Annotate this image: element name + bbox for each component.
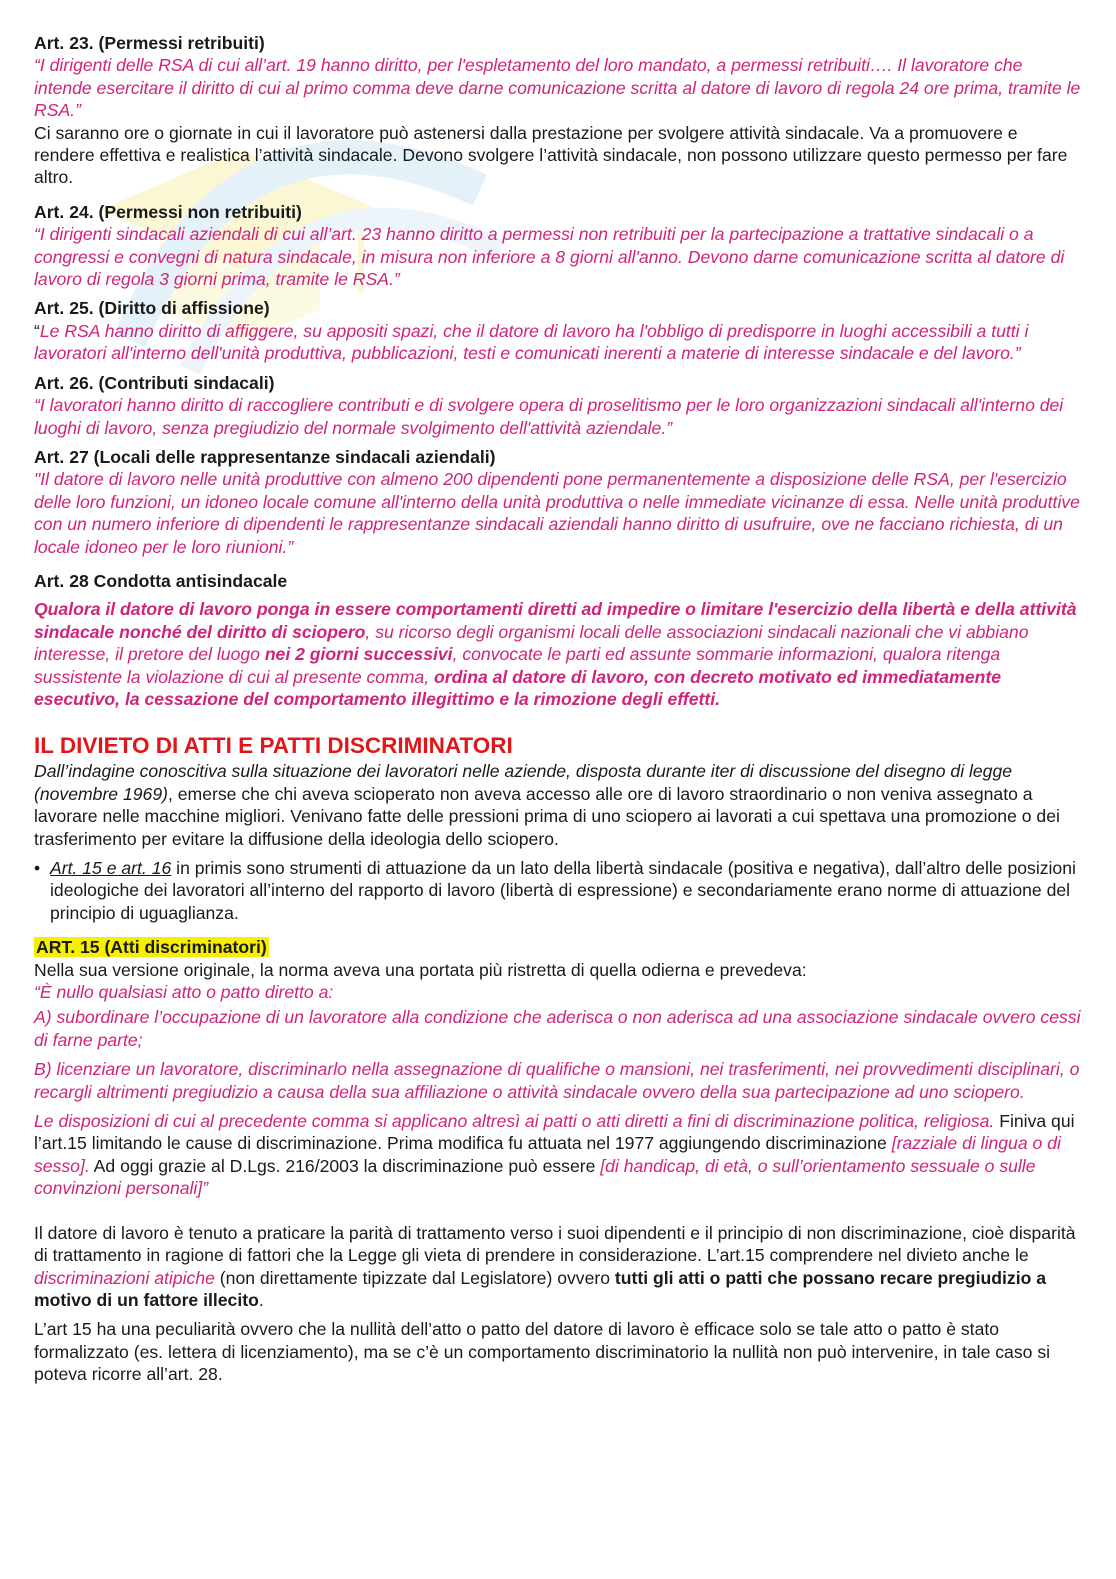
- art26-heading: Art. 26. (Contributi sindacali): [34, 372, 275, 393]
- art28-quote: [34, 598, 1082, 710]
- art28-bold-3: ordina al datore di lavoro, con decreto motivato ed immediatamente esecutivo, la cessazione del comportamento illegittimo e la rimozione degli effetti.: [34, 666, 1002, 709]
- art23-quote: “I dirigenti delle RSA di cui all’art. 19 hanno diritto, per l'espletamento del loro mandato, a permessi retribuiti…. Il lavoratore che intende esercitare il diritto di cui al primo comma deve darne comunicazione scritta al datore di lavoro di regola 24 ore prima, tramite le RSA.”: [34, 55, 1081, 121]
- section-title: IL DIVIETO DI ATTI E PATTI DISCRIMINATORI: [34, 733, 513, 759]
- section-intro: [34, 760, 1082, 850]
- art15-quote-2: [di handicap, di età, o sull’orientamento sessuale o sulle convinzioni personali]”: [34, 1155, 1036, 1199]
- art15-heading: ART. 15 (Atti discriminatori): [36, 937, 267, 958]
- art27-heading: Art. 27 (Locali delle rappresentanze sindacali aziendali): [34, 446, 496, 467]
- art25-quote: Le RSA hanno diritto di affiggere, su appositi spazi, che il datore di lavoro ha l'obbligo di predisporre in luoghi accessibili a tutti i lavoratori all'interno dell'unità produttiva, pubblicazioni, testi e comunicati inerenti a materie di interesse sindacale e del lavoro.”: [34, 320, 1029, 364]
- art26-quote: “I lavoratori hanno diritto di raccogliere contributi e di svolgere opera di proselitismo per le loro organizzazioni sindacali all'interno dei luoghi di lavoro, senza pregiudizio del normale svolgimento dell'attività aziendale.”: [34, 395, 1064, 438]
- art24-heading: Art. 24. (Permessi non retribuiti): [34, 201, 302, 222]
- paragraph-parita: [34, 1222, 1082, 1312]
- art15-text-2: Ad oggi grazie al D.Lgs. 216/2003 la discriminazione può essere: [89, 1155, 601, 1176]
- para1-text-3: .: [258, 1289, 264, 1310]
- para1-text-1: Il datore di lavoro è tenuto a praticare la parità di trattamento verso i suoi dipendenti e il principio di non discriminazione, cioè disparità di trattamento in ragione di fattori che la Legge gli vieta di prendere in considerazione. L’art.15 comprendere nel divieto anche le: [34, 1222, 1076, 1266]
- bullet-link-art15-16[interactable]: Art. 15 e art. 16: [50, 858, 172, 878]
- art15-closing: [34, 1110, 1082, 1200]
- art28-heading: Art. 28 Condotta antisindacale: [34, 570, 288, 591]
- section-intro-text: , emerse che chi aveva scioperato non aveva accesso alle ore di lavoro straordinario o non veniva assegnato a lavorare nelle macchine migliori. Venivano fatte delle pressioni prima di uno sciopero ai lavorati a cui spettava una promozione o dei trasferimento per evitare la diffusione della ideologia dello sciopero.: [34, 783, 1060, 849]
- document-page: [34, 32, 1082, 1386]
- art28-bold-2: nei 2 giorni successivi: [264, 644, 453, 665]
- art23-body: Ci saranno ore o giornate in cui il lavoratore può astenersi dalla prestazione per svolgere attività sindacale. Va a promuovere e rendere effettiva e realistica l’attività sindacale. Devono svolgere l’attività sindacale, non possono utilizzare questo permesso per fare altro.: [34, 122, 1068, 188]
- paragraph-nullita: L’art 15 ha una peculiarità ovvero che la nullità dell’atto o patto del datore di lavoro è efficace solo se tale atto o patto è stato formalizzato (es. lettera di licenziamento), ma se c’è un comportamento discriminatorio la nullità non può intervenire, in tale caso si poteva ricorre all’art. 28.: [34, 1319, 1051, 1385]
- art15-quote-c: Le disposizioni di cui al precedente comma si applicano altresì ai patti o atti diretti a fini di discriminazione politica, religiosa.: [34, 1111, 995, 1132]
- section-intro-italic: Dall’indagine conoscitiva sulla situazione dei lavoratori nelle aziende, disposta durante iter di discussione del disegno di legge (novembre 1969): [34, 761, 1013, 804]
- art27-quote: "Il datore di lavoro nelle unità produttive con almeno 200 dipendenti pone permanentemente a disposizione delle RSA, per l'esercizio delle loro funzioni, un idoneo locale comune all'interno della unità produttiva o nelle immediate vicinanze di essa. Nelle unità produttive con un numero inferiore di dipendenti le rappresentanze sindacali aziendali hanno diritto di usufruire, ove ne facciano richiesta, di un locale idoneo per le loro riunioni.”: [34, 469, 1080, 557]
- bullet-mark: •: [34, 858, 41, 878]
- para1-bold: tutti gli atti o patti che possano recare pregiudizio a motivo di un fattore illecito: [34, 1267, 1046, 1310]
- art15-quote-b: B) licenziare un lavoratore, discriminarlo nella assegnazione di qualifiche o mansioni, nei trasferimenti, nei provvedimenti disciplinari, o recargli altrimenti pregiudizio a causa della sua affiliazione o attività sindacale ovvero della sua partecipazione ad uno sciopero.: [34, 1059, 1080, 1102]
- art28-bold-1: Qualora il datore di lavoro ponga in essere comportamenti diretti ad impedire o limitare l'esercizio della libertà e della attività sindacale nonché del diritto di sciopero: [34, 599, 1077, 642]
- art15-text-1: Finiva qui l’art.15 limitando le cause di discriminazione. Prima modifica fu attuata nel 1977 aggiungendo discriminazione: [34, 1111, 1075, 1154]
- bullet-art15-16: [34, 857, 1082, 924]
- art28-text-1: , su ricorso degli organismi locali delle associazioni sindacali nazionali che vi abbiano interesse, il pretore del luogo: [34, 621, 1029, 665]
- bullet-text-block: [50, 857, 1082, 924]
- art15-quote-intro: “È nullo qualsiasi atto o patto diretto a:: [34, 982, 334, 1003]
- bullet-text: in primis sono strumenti di attuazione da un lato della libertà sindacale (positiva e negativa), dall’altro delle posizioni ideologiche dei lavoratori all’interno del rapporto di lavoro (libertà di espressione) e secondariamente erano norme di attuazione del principio di uguaglianza.: [50, 858, 1076, 923]
- art25-quote-open: “: [34, 320, 40, 341]
- art25-heading: Art. 25. (Diritto di affissione): [34, 298, 270, 319]
- para1-atypical: discriminazioni atipiche: [34, 1267, 215, 1288]
- art25-quote-block: [34, 320, 1082, 365]
- para1-text-2: (non direttamente tipizzate dal Legislatore) ovvero: [214, 1267, 615, 1288]
- art15-heading-row: [34, 936, 1082, 958]
- art28-text-2: , convocate le parti ed assunte sommarie informazioni, qualora ritenga sussistente la violazione di cui al presente comma,: [34, 644, 1001, 687]
- art15-quote-1: [razziale di lingua o di sesso].: [34, 1133, 1061, 1176]
- art23-heading: Art. 23. (Permessi retribuiti): [34, 33, 265, 53]
- art24-quote: “I dirigenti sindacali aziendali di cui all’art. 23 hanno diritto a permessi non retribuiti per la partecipazione a trattative sindacali o a congressi e convegni di natura sindacale, in misura non inferiore a 8 giorni all'anno. Devono darne comunicazione scritta al datore di lavoro di regola 3 giorni prima, tramite le RSA.”: [34, 224, 1065, 290]
- art15-quote-a: A) subordinare l’occupazione di un lavoratore alla condizione che aderisca o non aderisca ad una associazione sindacale ovvero cessi di farne parte;: [34, 1007, 1081, 1050]
- art15-lead: Nella sua versione originale, la norma aveva una portata più ristretta di quella odierna e prevedeva:: [34, 959, 807, 980]
